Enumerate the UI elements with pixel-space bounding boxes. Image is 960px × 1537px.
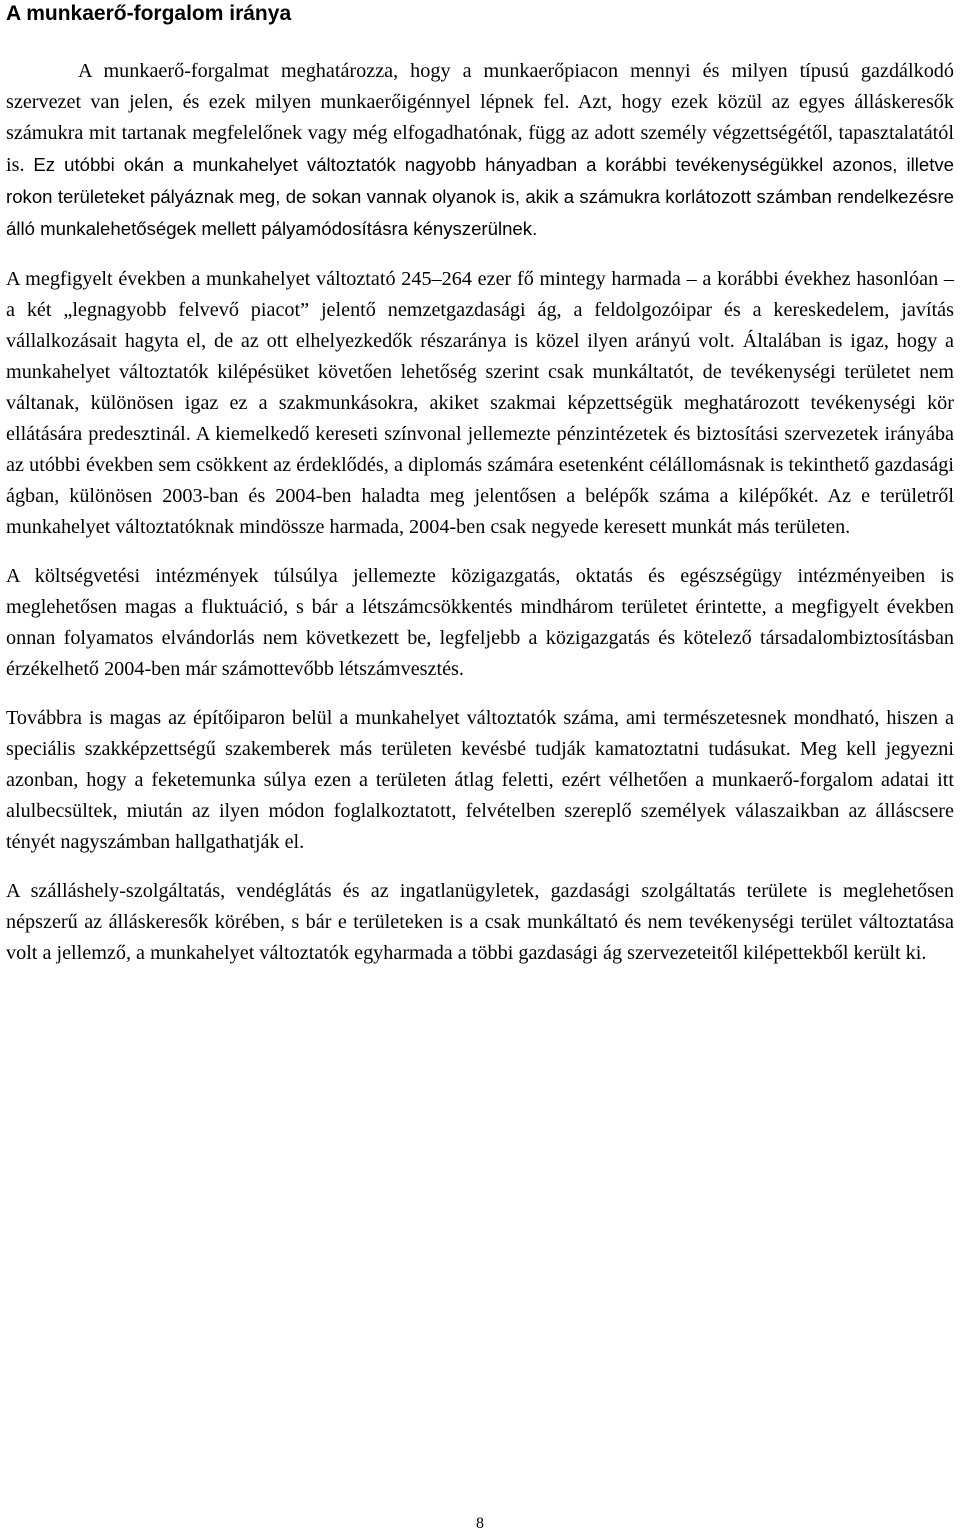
paragraph-1-sans-text: Ez utóbbi okán a munkahelyet változtatók nagyobb hányadban a korábbi tevékenységükkel azonos, illetve rokon területeket pályáznak meg, de sokan vannak olyanok is, akik a számukra korlátozott számban rendelkezésre álló munkalehetőségek mellett pályamódosításra kényszerülnek. <box>6 154 954 239</box>
paragraph-1 <box>6 56 954 245</box>
paragraph-2: A megfigyelt években a munkahelyet változtató 245–264 ezer fő mintegy harmada – a korábbi évekhez hasonlóan – a két „legnagyobb felvevő piacot” jelentő nemzetgazdasági ág, a feldolgozóipar és a kereskedelem, javítás vállalkozásait hagyta el, de az ott elhelyezkedők részaránya is közel ilyen arányú volt. Általában is igaz, hogy a munkahelyet változtatók kilépésüket követően lehetőség szerint csak munkáltatót, de tevékenységi területet nem váltanak, különösen igaz ez a szakmunkásokra, akiket szakmai képzettségük meghatározott tevékenységi kör ellátására predesztinál. A kiemelkedő kereseti színvonal jellemezte pénzintézetek és biztosítási szervezetek irányába az utóbbi években sem csökkent az érdeklődés, a diplomás számára esetenként célállomásnak is tekinthető gazdasági ágban, különösen 2003-ban és 2004-ben haladta meg jelentősen a belépők száma a kilépőkét. Az e területről munkahelyet változtatóknak mindössze harmada, 2004-ben csak negyede keresett munkát más területen. <box>6 268 954 538</box>
paragraph-1-serif-text: A munkaerő-forgalmat meghatározza, hogy a munkaerőpiacon mennyi és milyen típusú gazdálkodó szervezet van jelen, és ezek milyen munkaerőigénnyel lépnek fel. Azt, hogy ezek közül az egyes álláskeresők számukra mit tartanak megfelelőnek vagy még elfogadhatónak, függ az adott személy végzettségétől, tapasztalatától is. <box>6 60 954 176</box>
paragraph-5: A szálláshely-szolgáltatás, vendéglátás és az ingatlanügyletek, gazdasági szolgáltatás területe is meglehetősen népszerű az álláskeresők körében, s bár e területeken is a csak munkáltató és nem tevékenységi terület változtatása volt a jellemző, a munkahelyet változtatók egyharmada a többi gazdasági ág szervezeteitől kilépettekből került ki. <box>6 880 954 964</box>
paragraph-3: A költségvetési intézmények túlsúlya jellemezte közigazgatás, oktatás és egészségügy intézményeiben is meglehetősen magas a fluktuáció, s bár a létszámcsökkentés mindhárom területet érintette, a megfigyelt években onnan folyamatos elvándorlás nem következett be, legfeljebb a közigazgatás és kötelező társadalombiztosításban érzékelhető 2004-ben már számottevőbb létszámvesztés. <box>6 565 954 680</box>
section-heading: A munkaerő-forgalom iránya <box>6 2 292 25</box>
paragraph-4: Továbbra is magas az építőiparon belül a munkahelyet változtatók száma, ami természetesnek mondható, hiszen a speciális szakképzettségű szakemberek más területen kevésbé tudják kamatoztatni tudásukat. Meg kell jegyezni azonban, hogy a feketemunka súlya ezen a területen átlag feletti, ezért vélhetően a munkaerő-forgalom adatai itt alulbecsültek, miután az ilyen módon foglalkoztatott, felvételben szereplő személyek válaszaikban az álláscsere tényét nagyszámban hallgathatják el. <box>6 707 954 853</box>
page-number: 8 <box>476 1515 484 1532</box>
document-page <box>6 0 954 969</box>
